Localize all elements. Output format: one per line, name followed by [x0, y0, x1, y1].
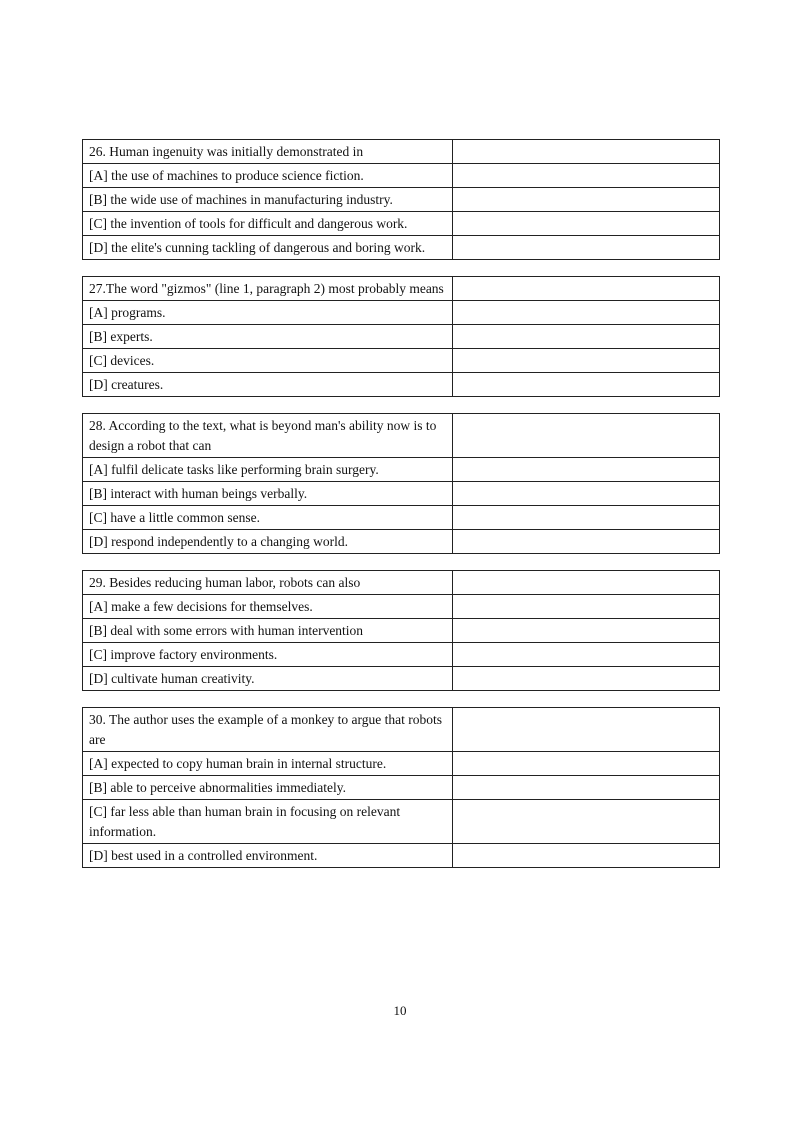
question-table-26 [82, 139, 720, 260]
option-row [83, 349, 720, 373]
option-row [83, 482, 720, 506]
answer-cell[interactable] [453, 800, 720, 844]
option-row [83, 667, 720, 691]
option-b: [B] able to perceive abnormalities immediately. [83, 776, 453, 800]
option-row [83, 776, 720, 800]
option-b: [B] the wide use of machines in manufacturing industry. [83, 188, 453, 212]
option-c: [C] devices. [83, 349, 453, 373]
answer-cell[interactable] [453, 482, 720, 506]
option-row [83, 301, 720, 325]
answer-cell[interactable] [453, 188, 720, 212]
option-row [83, 530, 720, 554]
option-row [83, 506, 720, 530]
answer-cell[interactable] [453, 164, 720, 188]
option-d: [D] respond independently to a changing world. [83, 530, 453, 554]
option-d: [D] the elite's cunning tackling of dangerous and boring work. [83, 236, 453, 260]
question-stem: 26. Human ingenuity was initially demonstrated in [83, 140, 453, 164]
option-row [83, 752, 720, 776]
answer-cell[interactable] [453, 301, 720, 325]
option-a: [A] expected to copy human brain in internal structure. [83, 752, 453, 776]
answer-cell[interactable] [453, 619, 720, 643]
answer-cell[interactable] [453, 595, 720, 619]
answer-cell[interactable] [453, 530, 720, 554]
answer-cell[interactable] [453, 571, 720, 595]
answer-cell[interactable] [453, 236, 720, 260]
question-table-30 [82, 707, 720, 868]
option-row [83, 619, 720, 643]
answer-cell[interactable] [453, 212, 720, 236]
option-a: [A] fulfil delicate tasks like performing brain surgery. [83, 458, 453, 482]
option-row [83, 325, 720, 349]
option-row [83, 800, 720, 844]
option-c: [C] far less able than human brain in focusing on relevant information. [83, 800, 453, 844]
answer-cell[interactable] [453, 349, 720, 373]
option-a: [A] make a few decisions for themselves. [83, 595, 453, 619]
answer-cell[interactable] [453, 776, 720, 800]
question-stem-row [83, 277, 720, 301]
option-c: [C] improve factory environments. [83, 643, 453, 667]
option-row [83, 164, 720, 188]
answer-cell[interactable] [453, 506, 720, 530]
question-stem-row [83, 708, 720, 752]
option-b: [B] experts. [83, 325, 453, 349]
question-stem: 28. According to the text, what is beyond man's ability now is to design a robot that can [83, 414, 453, 458]
option-row [83, 643, 720, 667]
answer-cell[interactable] [453, 844, 720, 868]
question-stem: 27.The word "gizmos" (line 1, paragraph 2) most probably means [83, 277, 453, 301]
answer-cell[interactable] [453, 643, 720, 667]
question-stem-row [83, 571, 720, 595]
answer-cell[interactable] [453, 458, 720, 482]
option-c: [C] the invention of tools for difficult and dangerous work. [83, 212, 453, 236]
option-row [83, 844, 720, 868]
option-row [83, 458, 720, 482]
option-row [83, 212, 720, 236]
question-table-27 [82, 276, 720, 397]
answer-cell[interactable] [453, 414, 720, 458]
option-d: [D] best used in a controlled environment. [83, 844, 453, 868]
option-b: [B] deal with some errors with human intervention [83, 619, 453, 643]
page-number: 10 [393, 1003, 407, 1018]
question-stem-row [83, 414, 720, 458]
question-table-28 [82, 413, 720, 554]
option-a: [A] the use of machines to produce science fiction. [83, 164, 453, 188]
answer-cell[interactable] [453, 373, 720, 397]
answer-cell[interactable] [453, 752, 720, 776]
answer-cell[interactable] [453, 708, 720, 752]
option-row [83, 595, 720, 619]
answer-cell[interactable] [453, 667, 720, 691]
option-c: [C] have a little common sense. [83, 506, 453, 530]
option-d: [D] creatures. [83, 373, 453, 397]
option-d: [D] cultivate human creativity. [83, 667, 453, 691]
question-stem-row [83, 140, 720, 164]
question-table-29 [82, 570, 720, 691]
question-stem: 29. Besides reducing human labor, robots can also [83, 571, 453, 595]
answer-cell[interactable] [453, 277, 720, 301]
answer-cell[interactable] [453, 140, 720, 164]
option-b: [B] interact with human beings verbally. [83, 482, 453, 506]
option-row [83, 188, 720, 212]
answer-cell[interactable] [453, 325, 720, 349]
option-a: [A] programs. [83, 301, 453, 325]
option-row [83, 236, 720, 260]
question-stem: 30. The author uses the example of a monkey to argue that robots are [83, 708, 453, 752]
option-row [83, 373, 720, 397]
question-sheet [82, 139, 720, 884]
